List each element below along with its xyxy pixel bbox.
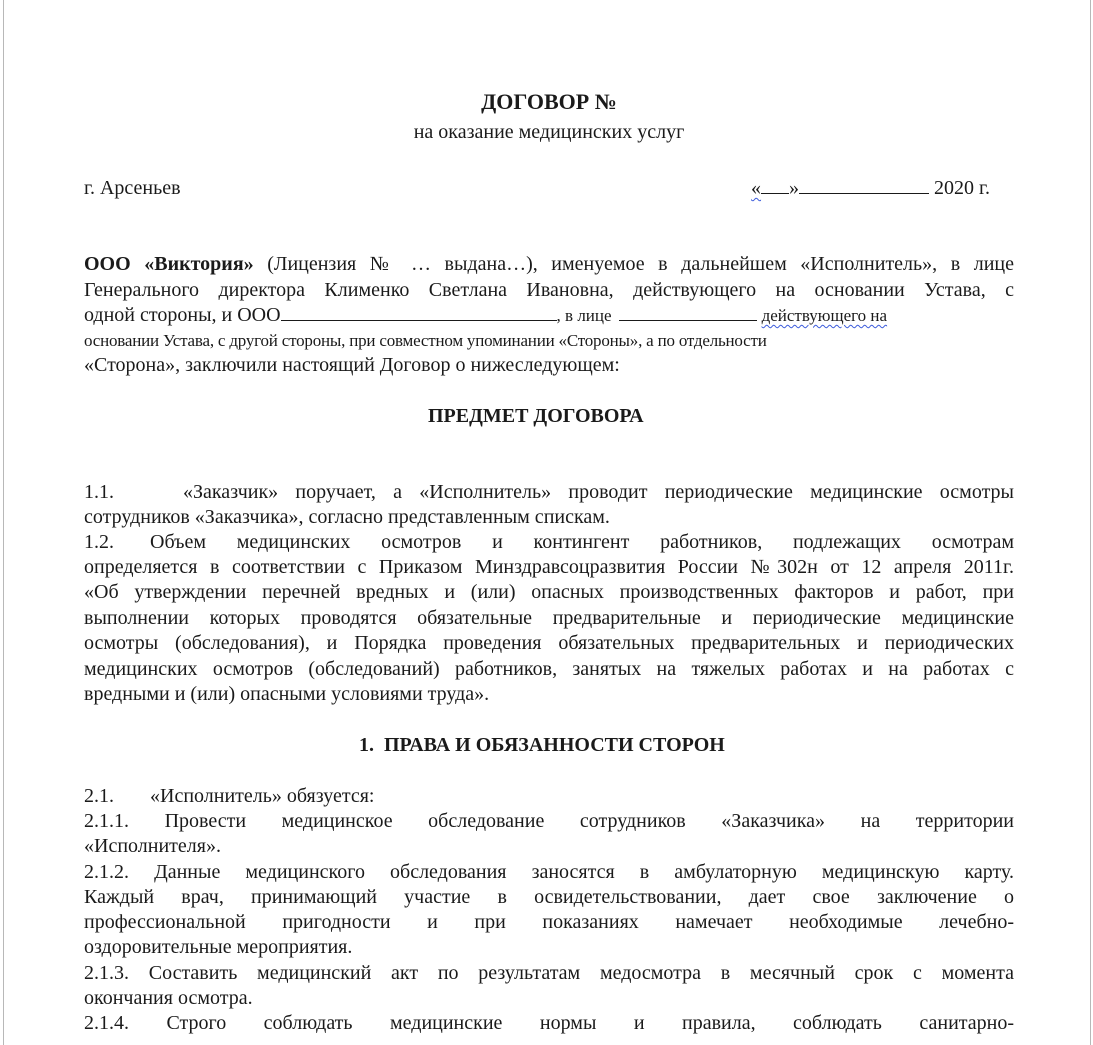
clause-1-2-line-6: медицинских осмотров (обследований) работников, занятых на тяжелых работах и на работах с [84,658,1014,680]
clause-number: 2.1. [84,785,114,807]
counterparty-name-blank-2 [469,303,557,321]
clause-number: 1.2. [84,531,114,553]
clause-text: «Исполнитель» обязуется: [150,785,375,807]
clause-text: Объем медицинских осмотров и контингент работников, подлежащих осмотрам [150,531,1014,553]
clause-1-2-line-3: «Об утверждении перечней вредных и (или) опасных производственных факторов и работ, при [84,581,1014,603]
clause-2-1-2-line-4: оздоровительные мероприятия. [84,936,353,958]
date-day-blank [761,176,789,194]
preamble-line-4 [84,328,1014,353]
page-edge-left [3,0,4,1045]
clause-2-1-1-line-2: «Исполнителя». [84,835,221,857]
clause-2-1 [84,784,1014,809]
clause-number: 1.1. [84,481,114,503]
preamble-text: одной стороны, и ООО [84,304,281,326]
clause-2-1-2-line-2: Каждый врач, принимающий участие в освидетельствовании, дает свое заключение о [84,886,1014,908]
clause-2-1-3-line-2: окончания осмотра. [84,987,253,1009]
clause-1-2-line-1 [84,530,1014,555]
org-name: ООО «Виктория» [84,253,254,275]
clause-2-1-2-line-3: профессиональной пригодности и при показаниях намечает необходимые лечебно- [84,911,1014,933]
section-heading-subject: ПРЕДМЕТ ДОГОВОРА [428,405,644,427]
date-day-close: » [789,177,800,199]
clause-1-2-line-7: вредными и (или) опасными условиями труда». [84,683,490,705]
preamble-text: , в лице [556,306,612,325]
clause-2-1-4-line-1: 2.1.4. Строго соблюдать медицинские нормы и правила, соблюдать санитарно- [84,1012,1014,1034]
clause-2-1-3-line-1: 2.1.3. Составить медицинский акт по результатам медосмотра в месячный срок с момента [84,962,1014,984]
date-field [751,176,990,201]
preamble-text: основании Устава, с другой стороны, при совместном упоминании «Стороны», а по отдельности [84,331,767,350]
date-year: 2020 г. [934,177,990,199]
preamble-text: действующего на [761,306,888,325]
page-edge-right [1090,0,1091,1045]
city: г. Арсеньев [84,177,181,199]
place-date-row [84,176,1014,201]
document-subtitle: на оказание медицинских услуг [413,121,685,143]
preamble-line-1 [84,252,1014,277]
preamble-line-5: «Сторона», заключили настоящий Договор о нижеследующем: [84,354,620,376]
section-heading-rights: 1. ПРАВА И ОБЯЗАННОСТИ СТОРОН [359,734,725,756]
date-day-open: « [751,177,762,199]
counterparty-name-blank [281,303,469,321]
clause-2-1-1-line-1: 2.1.1. Провести медицинское обследование сотрудников «Заказчика» на территории [84,810,1014,832]
date-month-blank [799,176,929,194]
preamble-text: (Лицензия № … выдана…), именуемое в дальнейшем «Исполнитель», в лице [253,253,1014,275]
preamble-line-3 [84,303,1014,328]
preamble-line-2: Генерального директора Клименко Светлана Ивановна, действующего на основании Устава, с [84,279,1014,301]
document-title: ДОГОВОР № [481,89,617,114]
clause-1-2-line-5: осмотры (обследования), и Порядка проведения обязательных предварительных и периодических [84,632,1014,654]
clause-1-1-line-2: сотрудников «Заказчика», согласно представленным спискам. [84,506,610,528]
clause-1-2-line-2: определяется в соответствии с Приказом Минздравсоцразвития России №302н от 12 апреля 2011г. [84,556,1014,578]
clause-text: «Заказчик» поручает, а «Исполнитель» проводит периодические медицинские осмотры [183,481,1014,503]
clause-2-1-2-line-1: 2.1.2. Данные медицинского обследования заносятся в амбулаторную медицинскую карту. [84,861,1014,883]
representative-blank [619,303,757,321]
clause-1-1-line-1 [84,480,1014,505]
clause-1-2-line-4: выполнении которых проводятся обязательные предварительные и периодические медицинские [84,607,1014,629]
